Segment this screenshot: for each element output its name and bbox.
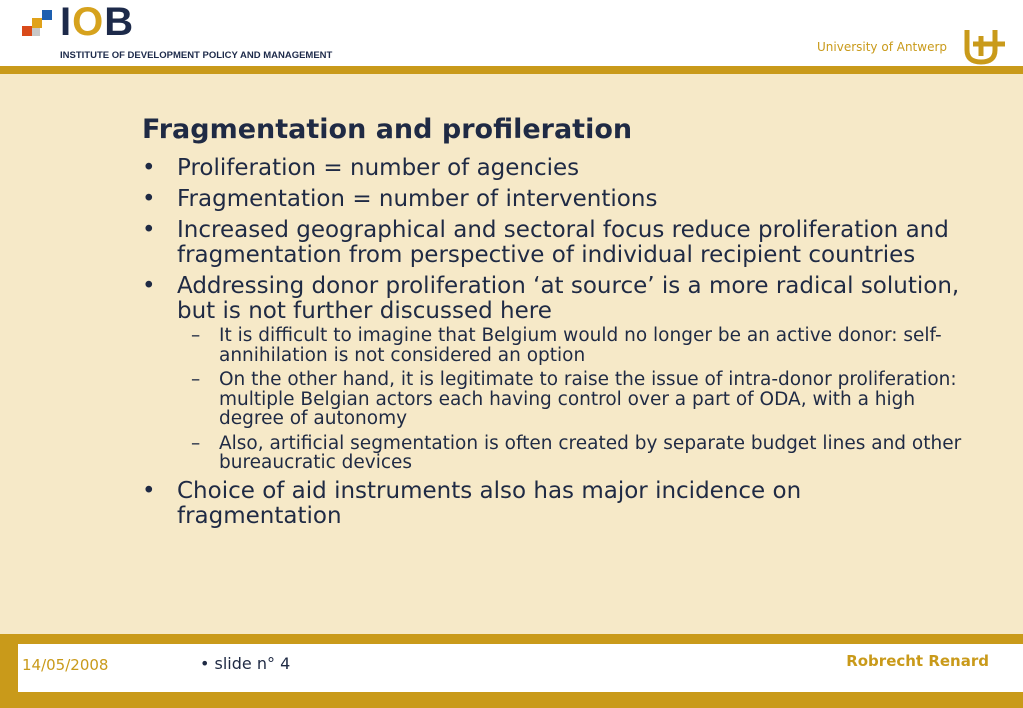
slide-title: Fragmentation and profileration [142,114,633,145]
list-item: • Addressing donor proliferation ‘at source’ is a more radical solution, but is not further discussed here – It is difficult to imagine that Belgium would no longer be an active donor: self-annihilation is not considered an option – On the other hand, it is legitimate to raise the issue of intra-donor proliferation: multiple Belgian actors each having control over a part of ODA, with a high degree of autonomy – Also, artificial segmentation is often created by separate budget lines and other bureaucratic devices [142,273,962,473]
logo-wordmark: IOB [60,0,135,44]
iob-logo [16,0,333,64]
sub-list-item: – It is difficult to imagine that Belgium would no longer be an active donor: self-annihilation is not considered an option [191,325,942,366]
sub-list-item: – On the other hand, it is legitimate to raise the issue of intra-donor proliferation: multiple Belgian actors each having control over a part of ODA, with a high degree of autonomy [191,369,957,429]
slide-header [0,0,1023,66]
slide-content [142,112,962,535]
slide-number: • slide n° 4 [200,654,291,673]
footer-date: 14/05/2008 [22,656,109,674]
university-emblem-icon [961,26,1009,66]
sub-list-item: – Also, artificial segmentation is often created by separate budget lines and other bureaucratic devices [191,432,962,473]
list-item: • Choice of aid instruments also has major incidence on fragmentation [142,477,802,529]
list-item: • Increased geographical and sectoral focus reduce proliferation and fragmentation from perspective of individual recipient countries [142,217,949,268]
sub-bullet-list [177,326,962,473]
list-item: • Fragmentation = number of interventions [142,186,658,212]
footer-author: Robrecht Renard [846,652,989,670]
list-item: • Proliferation = number of agencies [142,155,580,181]
logo-subtitle: INSTITUTE OF DEVELOPMENT POLICY AND MANAGEMENT [60,50,333,61]
header-band [0,66,1023,74]
university-name: University of Antwerp [817,40,947,54]
bullet-list [142,156,962,529]
